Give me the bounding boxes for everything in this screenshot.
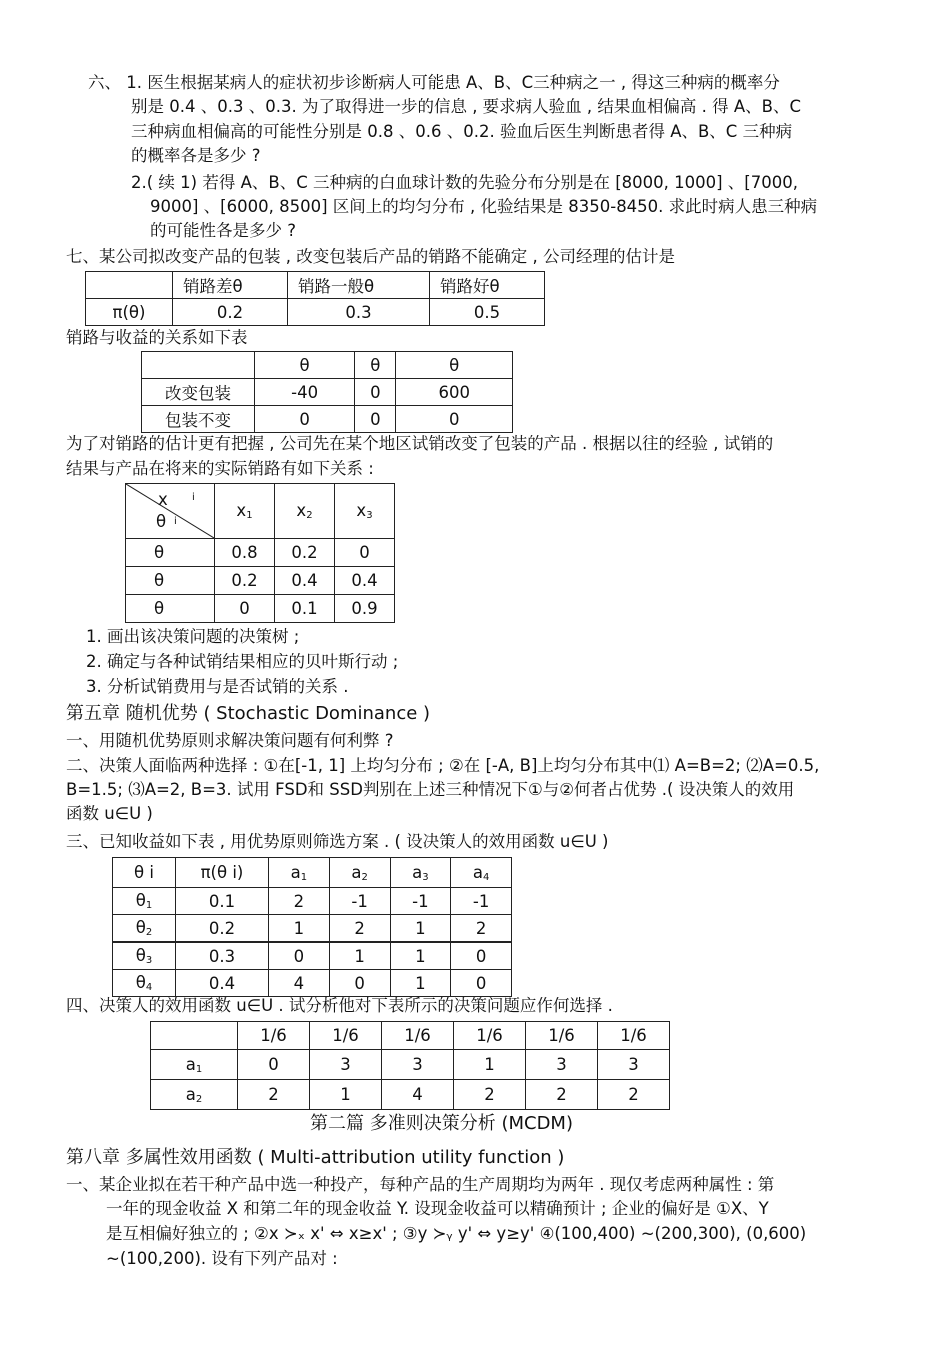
part-2-title: 第二篇 多准则决策分析 (MCDM) <box>310 1113 573 1134</box>
payoff-table: θ θ θ 改变包装 -40 0 600 包装不变 0 0 0 <box>141 351 513 433</box>
ch8-line-4: ~(100,200). 设有下列产品对 : <box>106 1249 338 1268</box>
q7-line-4: 结果与产品在将来的实际销路有如下关系 : <box>66 459 374 478</box>
q6-line-1: 六、 1. 医生根据某病人的症状初步诊断病人可能患 A、B、C三种病之一 , 得这三种病的概率分 <box>88 73 780 92</box>
ch5-q1: 一、用随机优势原则求解决策问题有何利弊 ? <box>66 731 394 750</box>
q6-line-6: 9000] 、[6000, 8500] 区间上的均匀分布 , 化验结果是 8350-8450. 求此时病人患三种病 <box>150 197 818 216</box>
q7-line-2: 销路与收益的关系如下表 <box>66 328 248 347</box>
prior-table: 销路差θ 销路一般θ 销路好θ π(θ) 0.2 0.3 0.5 <box>85 271 545 326</box>
chapter-8-title: 第八章 多属性效用函数 ( Multi-attribution utility function ) <box>66 1147 565 1168</box>
ch8-line-1: 一、某企业拟在若干种产品中选一种投产，每种产品的生产周期均为两年 . 现仅考虑两种属性 : 第 <box>66 1175 775 1194</box>
q6-line-4: 的概率各是多少 ? <box>131 146 261 165</box>
corner-cell: x i θ i <box>126 484 215 539</box>
q7-item-1: 1. 画出该决策问题的决策树 ; <box>86 627 300 646</box>
choice-table: 1/6 1/6 1/6 1/6 1/6 1/6 $a_1$ 0 3 3 1 3 3 $a_2$ 2 1 4 2 2 2 <box>150 1021 670 1110</box>
ch8-line-2: 一年的现金收益 X 和第二年的现金收益 Y. 设现金收益可以精确预计 ; 企业的偏好是 ①X、Y <box>106 1199 769 1218</box>
ch5-q2-line-2: B=1.5; ⑶A=2, B=3. 试用 FSD和 SSD判别在上述三种情况下①与②何者占优势 .( 设决策人的效用 <box>66 780 795 799</box>
ch5-q2-line-3: 函数 u∈U ) <box>66 804 153 823</box>
q7-line-3: 为了对销路的估计更有把握 , 公司先在某个地区试销改变了包装的产品 . 根据以往的经验 , 试销的 <box>66 434 774 453</box>
q6-line-7: 的可能性各是多少 ? <box>150 221 297 240</box>
q7-item-2: 2. 确定与各种试销结果相应的贝叶斯行动 ; <box>86 652 399 671</box>
q6-line-5: 2.( 续 1) 若得 A、B、C 三种病的白血球计数的先验分布分别是在 [8000, 1000] 、[7000, <box>131 173 798 192</box>
ch5-q2-line-1: 二、决策人面临两种选择 : ①在[-1, 1] 上均匀分布 ; ②在 [-A, B]上均匀分布其中⑴ A=B=2; ⑵A=0.5, <box>66 756 820 775</box>
ch5-q4: 四、决策人的效用函数 u∈U . 试分析他对下表所示的决策问题应作何选择 . <box>66 996 613 1015</box>
likelihood-table: x i θ i $x_1$ $x_2$ $x_3$ θ 0.8 0.2 0 θ 0.2 0.4 0.4 θ 0 0.1 0.9 <box>125 483 395 623</box>
q6-line-2: 别是 0.4 、0.3 、0.3. 为了取得进一步的信息 , 要求病人验血 , 结果血相偏高 . 得 A、B、C <box>131 97 802 116</box>
ch8-line-3: 是互相偏好独立的 ; ②x ≻ₓ x' ⇔ x≥x' ; ③y ≻ᵧ y' ⇔ y≥y' ④(100,400) ~(200,300), (0,600) <box>106 1224 807 1243</box>
q6-line-3: 三种病血相偏高的可能性分别是 0.8 、0.6 、0.2. 验血后医生判断患者得 A、B、C 三种病 <box>131 122 793 141</box>
diagonal-line <box>126 484 214 538</box>
q7-item-3: 3. 分析试销费用与是否试销的关系 . <box>86 677 349 696</box>
dominance-table: θ i π(θ i) $a_1$ $a_2$ $a_3$ $a_4$ $\theta_1$ 0.1 2 -1 -1 -1 $\theta_2$ 0.2 1 2 1 2 $\theta_3$ 0.3 0 1 1 0 $\theta_4$ 0.4 4 0 1 0 <box>112 857 512 997</box>
ch5-q3: 三、已知收益如下表 , 用优势原则筛选方案 . ( 设决策人的效用函数 u∈U ) <box>66 832 609 851</box>
q7-line-1: 七、某公司拟改变产品的包装 , 改变包装后产品的销路不能确定 , 公司经理的估计是 <box>66 247 675 266</box>
chapter-5-title: 第五章 随机优势 ( Stochastic Dominance ) <box>66 703 431 724</box>
